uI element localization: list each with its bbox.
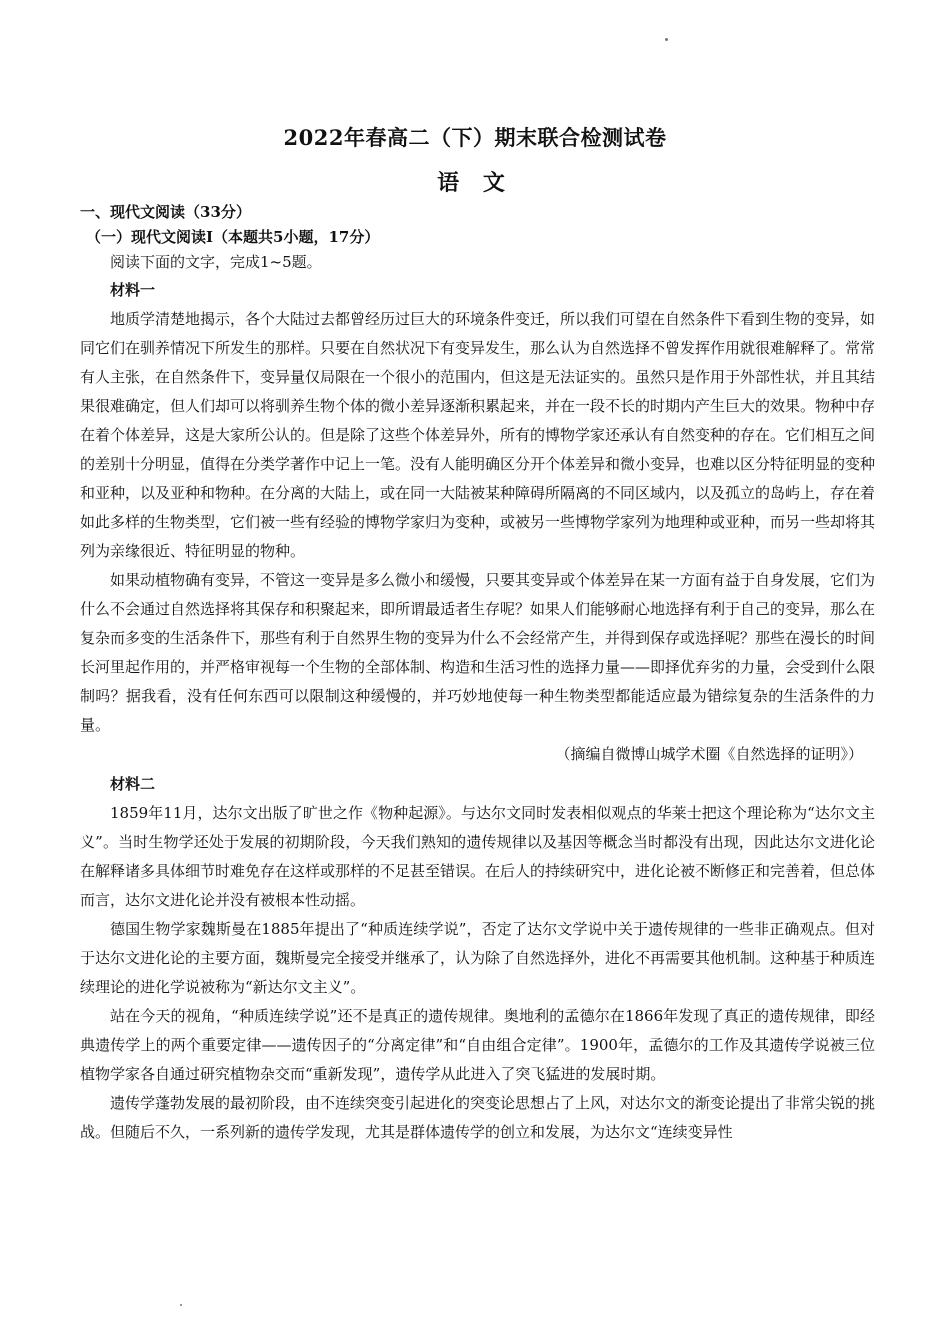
exam-title: 2022年春高二（下）期末联合检测试卷 [283, 125, 667, 150]
material-two-paragraph: 站在今天的视角，“种质连续学说”还不是真正的遗传规律。奥地利的孟德尔在1866年发现了真正的遗传规律，即经典遗传学上的两个重要定律——遗传因子的“分离定律”和“自由组合定律”。1900年，孟德尔的工作及其遗传学说被三位植物学家各自通过研究植物杂交而“重新发现”，遗传学从此进入了突飞猛进的发展时期。 [80, 1007, 875, 1083]
subsection-heading: （一）现代文阅读Ⅰ（本题共5小题，17分） [86, 228, 380, 246]
section-heading: 一、现代文阅读（33分） [80, 203, 251, 221]
material-one-label: 材料一 [110, 281, 156, 299]
subject-title: 语 文 [437, 170, 513, 196]
material-one-paragraph: 地质学清楚地揭示，各个大陆过去都曾经历过巨大的环境条件变迁，所以我们可望在自然条件下看到生物的变异，如同它们在驯养情况下所发生的那样。只要在自然状况下有变异发生，那么认为自然选择不曾发挥作用就很难解释了。常常有人主张，在自然条件下，变异量仅局限在一个很小的范围内，但这是无法证实的。虽然只是作用于外部性状，并且其结果很难确定，但人们却可以将驯养生物个体的微小差异逐渐积累起来，并在一段不长的时期内产生巨大的效果。物种中存在着个体差异，这是大家所公认的。但是除了这些个体差异外，所有的博物学家还承认有自然变种的存在。它们相互之间的差别十分明显，值得在分类学著作中记上一笔。没有人能明确区分开个体差异和微小变异，也难以区分特征明显的变种和亚种，以及亚种和物种。在分离的大陆上，或在同一大陆被某种障碍所隔离的不同区域内，以及孤立的岛屿上，存在着如此多样的生物类型，它们被一些有经验的博物学家归为变种，或被另一些博物学家列为地理种或亚种，而另一些却将其列为亲缘很近、特征明显的物种。 [80, 310, 876, 560]
scan-dot-mark [180, 1304, 182, 1306]
reading-instruction: 阅读下面的文字，完成1~5题。 [110, 253, 322, 271]
exam-content [80, 200, 875, 1147]
material-two-paragraph: 1859年11月，达尔文出版了旷世之作《物种起源》。与达尔文同时发表相似观点的华莱士把这个理论称为“达尔文主义”。当时生物学还处于发展的初期阶段，今天我们熟知的遗传规律以及基因等概念当时都没有出现，因此达尔文进化论在解释诸多具体细节时难免存在这样或那样的不足甚至错误。在后人的持续研究中，进化论被不断修正和完善着，但总体而言，达尔文进化论并没有被根本性动摇。 [80, 804, 876, 909]
material-one-source: （摘编自微博山城学术圈《自然选择的证明》） [555, 745, 863, 763]
material-one-paragraph: 如果动植物确有变异，不管这一变异是多么微小和缓慢，只要其变异或个体差异在某一方面有益于自身发展，它们为什么不会通过自然选择将其保存和积聚起来，即所谓最适者生存呢？如果人们能够耐心地选择有利于自己的变异，那么在复杂而多变的生活条件下，那些有利于自然界生物的变异为什么不会经常产生，并得到保存或选择呢？那些在漫长的时间长河里起作用的，并严格审视每一个生物的全部体制、构造和生活习性的选择力量——即择优弃劣的力量，会受到什么限制吗？据我看，没有任何东西可以限制这种缓慢的，并巧妙地使每一种生物类型都能适应最为错综复杂的生活条件的力量。 [80, 571, 876, 734]
material-two-label: 材料二 [110, 775, 156, 793]
material-two-paragraph: 遗传学蓬勃发展的最初阶段，由不连续突变引起进化的突变论思想占了上风，对达尔文的渐变论提出了非常尖锐的挑战。但随后不久，一系列新的遗传学发现，尤其是群体遗传学的创立和发展，为达尔文“连续变异性 [80, 1094, 876, 1141]
material-two-paragraph: 德国生物学家魏斯曼在1885年提出了“种质连续学说”，否定了达尔文学说中关于遗传规律的一些非正确观点。但对于达尔文进化论的主要方面，魏斯曼完全接受并继承了，认为除了自然选择外，进化不再需要其他机制。这种基于种质连续理论的进化学说被称为“新达尔文主义”。 [80, 920, 876, 996]
scan-dot-mark [665, 38, 668, 41]
